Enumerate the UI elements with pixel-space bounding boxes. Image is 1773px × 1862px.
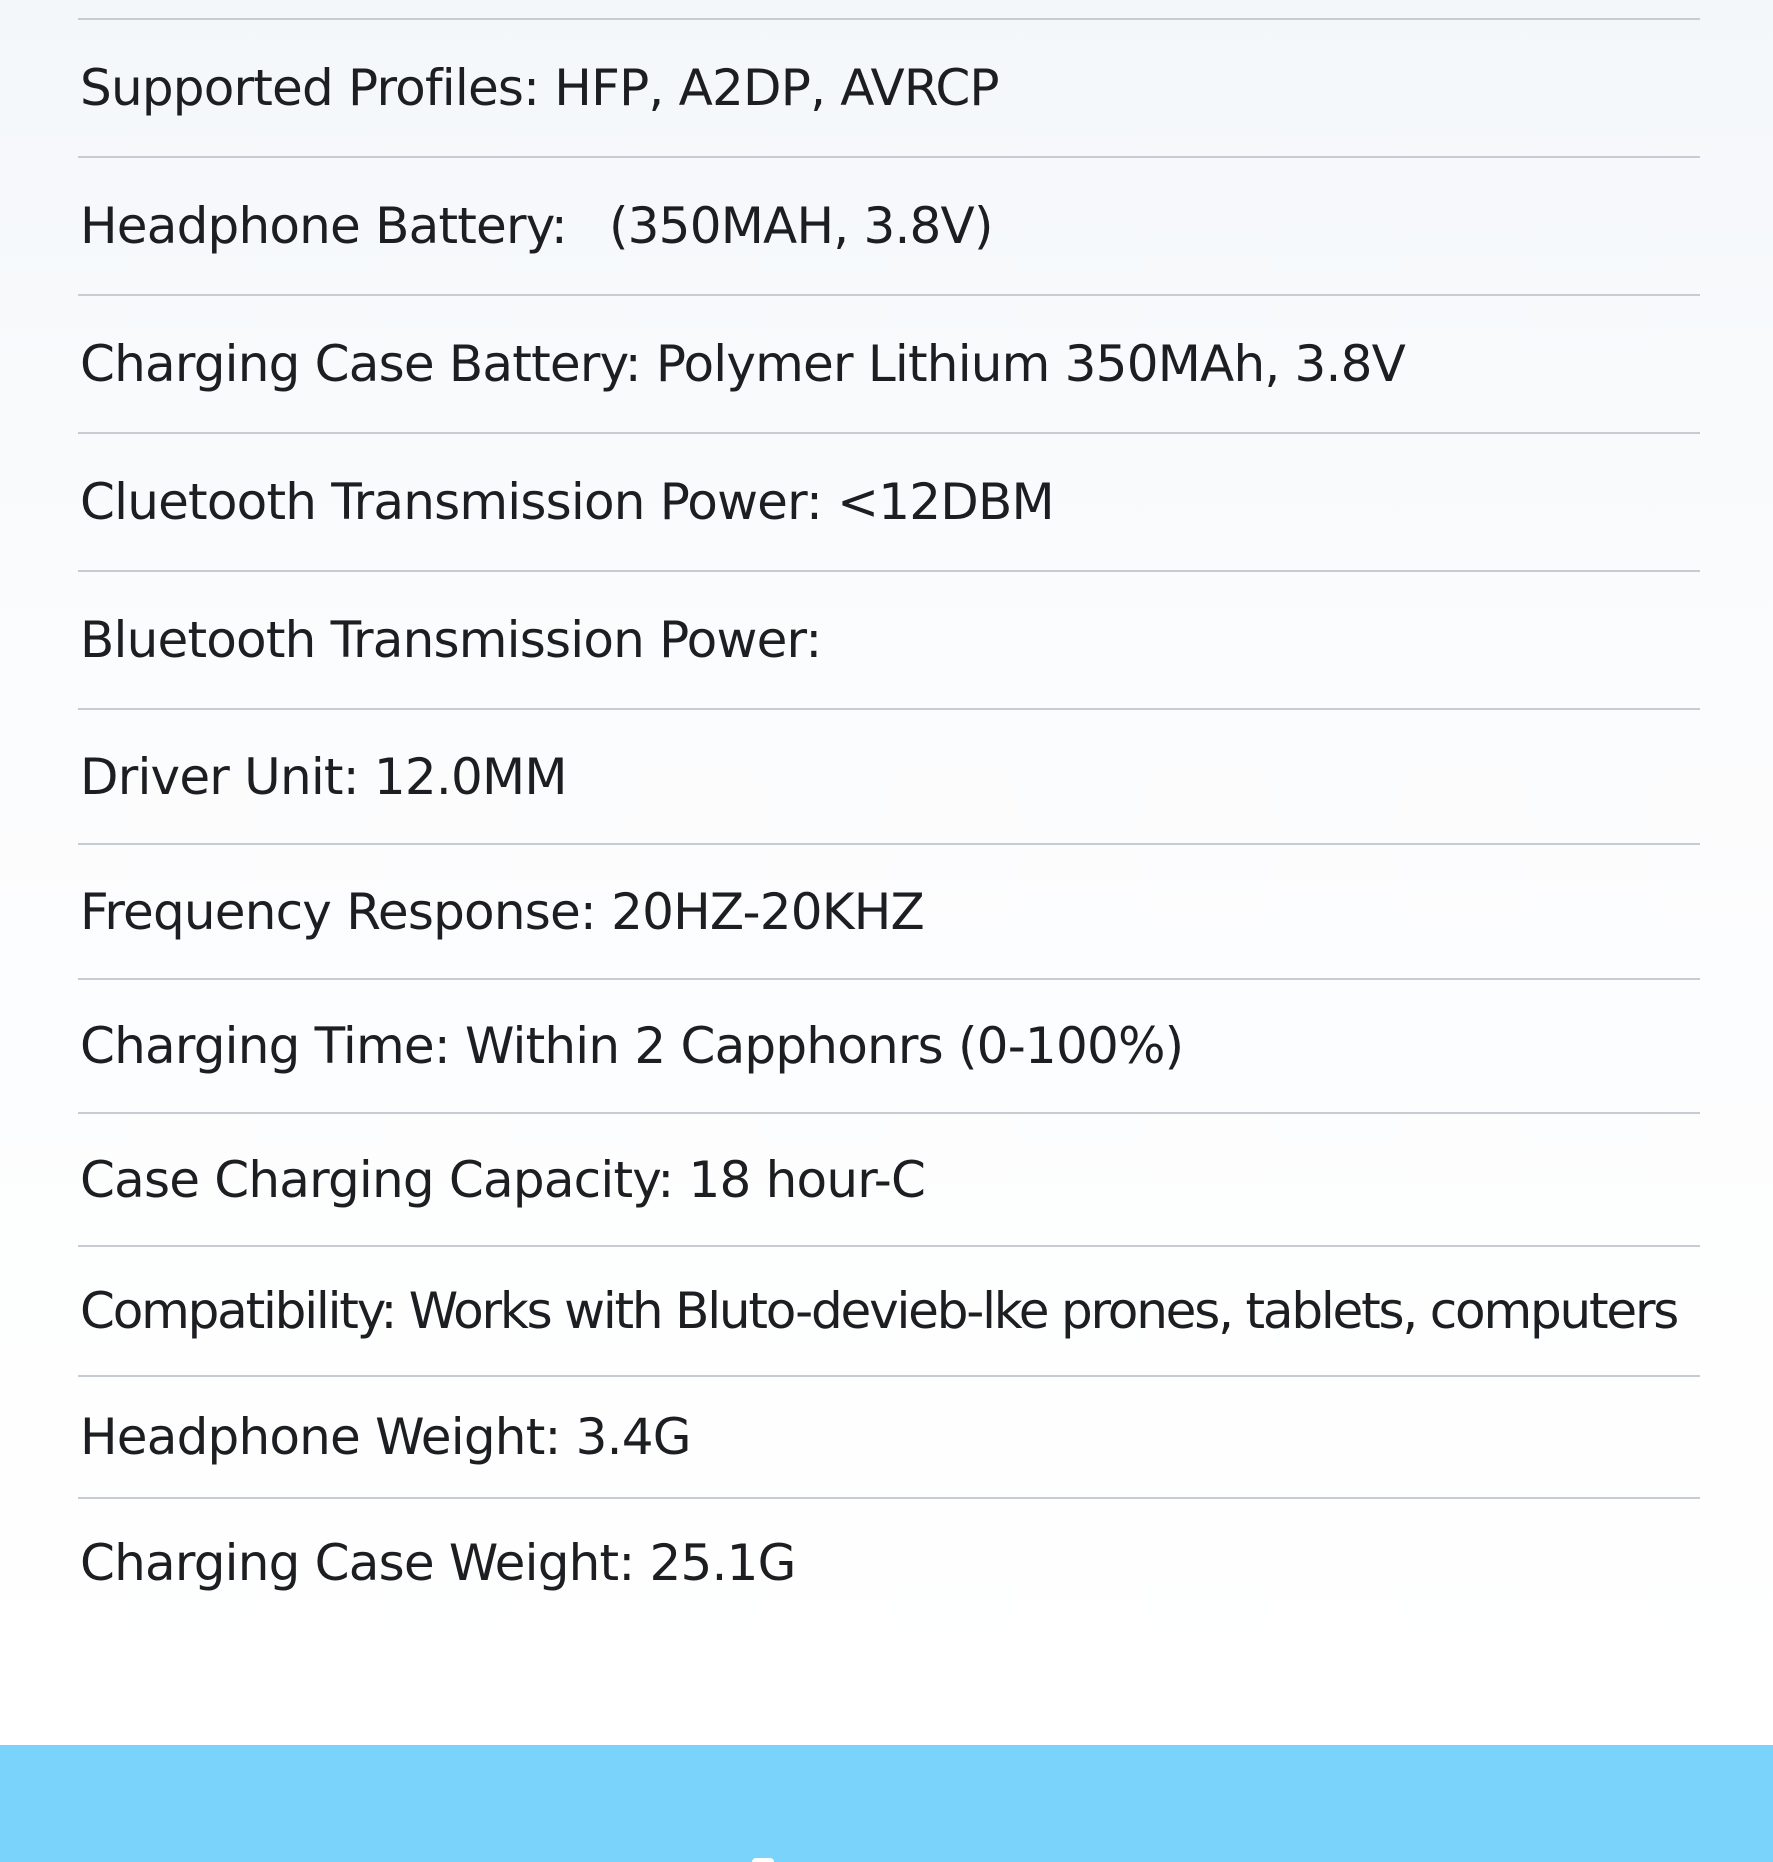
spec-text: Case Charging Capacity: 18 hour-C (80, 1150, 926, 1209)
spec-row-charging-time (78, 980, 1700, 1114)
spec-row-case-capacity (78, 1114, 1700, 1247)
spec-row-headphone-battery (78, 158, 1700, 296)
spec-text: Headphone Battery: (80, 197, 567, 255)
spec-text: Charging Time: Within 2 Capphonrs (0-100%) (80, 1017, 1184, 1075)
band-mark (752, 1858, 774, 1862)
spec-text: Charging Case Weight: 25.1G (80, 1534, 796, 1592)
spec-text: Charging Case Battery: Polymer Lithium 350MAh, 3.8V (80, 335, 1406, 393)
spec-text: Supported Profiles: HFP, A2DP, AVRCP (80, 59, 999, 117)
spec-text: Headphone Weight: 3.4G (80, 1408, 691, 1466)
spec-row-frequency-response (78, 845, 1700, 980)
spec-row-driver-unit (78, 710, 1700, 845)
spec-text: Compatibility: Works with Bluto-devieb-lke prones, tablets, computers (80, 1282, 1678, 1340)
spec-row-supported-profiles (78, 20, 1700, 158)
spec-row-bluetooth-power (78, 572, 1700, 710)
footer-band (0, 1745, 1773, 1862)
spec-text: Driver Unit: 12.0MM (80, 747, 567, 806)
spec-text: Bluetooth Transmission Power: (80, 611, 822, 669)
spec-row-case-battery (78, 296, 1700, 434)
spec-row-headphone-weight (78, 1377, 1700, 1499)
spec-value: (350MAH, 3.8V) (608, 197, 993, 255)
spec-row-case-weight (78, 1499, 1700, 1627)
spec-row-cluetooth-power (78, 434, 1700, 572)
spec-text: Frequency Response: 20HZ-20KHZ (80, 882, 924, 941)
spec-list (78, 20, 1700, 1627)
spec-row-compatibility (78, 1247, 1700, 1377)
spec-text: Cluetooth Transmission Power: <12DBM (80, 473, 1054, 531)
